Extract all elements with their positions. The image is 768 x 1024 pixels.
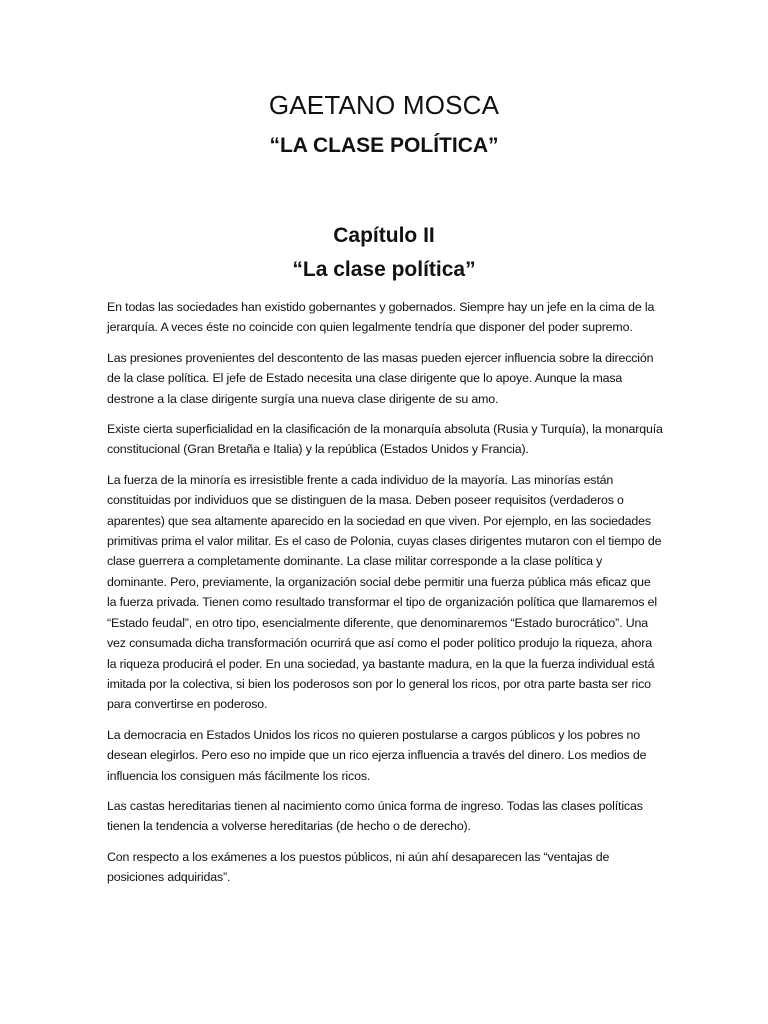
paragraph: En todas las sociedades han existido gobernantes y gobernados. Siempre hay un jefe en la cima de la jerarquía. A veces éste no coincide con quien legalmente tendría que disponer del poder supremo. [107, 300, 655, 335]
paragraph: La democracia en Estados Unidos los ricos no quieren postularse a cargos públicos y los pobres no desean elegirlos. Pero eso no impide que un rico ejerza influencia a través del dinero. Los medios de influencia los consiguen más fácilmente los ricos. [107, 727, 647, 783]
paragraph: Existe cierta superficialidad en la clasificación de la monarquía absoluta (Rusia y Turquía), la monarquía constitucional (Gran Bretaña e Italia) y la república (Estados Unidos y Francia). [107, 422, 663, 457]
paragraph: La fuerza de la minoría es irresistible frente a cada individuo de la mayoría. Las minorías están constituidas por individuos que se distinguen de la masa. Deben poseer requisitos (verdaderos o aparentes) que sea altamente aparecido en la sociedad en que viven. Por ejemplo, en las sociedades primitivas prima el valor militar. Es el caso de Polonia, cuyas clases dirigentes mutaron con el tiempo de clase guerrera a completamente dominante. La clase militar corresponde a la clase política y dominante. Pero, previamente, la organización social debe permitir una fuerza pública más eficaz que la fuerza privada. Tienen como resultado transformar el tipo de organización política que llamaremos el “Estado feudal”, en otro tipo, esencialmente diferente, que denominaremos “Estado burocrático”. Una vez consumada dicha transformación ocurrirá que así como el poder político produjo la riqueza, ahora la riqueza producirá el poder. En una sociedad, ya bastante madura, en la que la fuerza individual está imitada por la colectiva, si bien los poderosos son por lo general los ricos, por otra parte basta ser rico para convertirse en poderoso. [107, 472, 662, 712]
author-heading: GAETANO MOSCA [268, 90, 500, 120]
body-text [107, 297, 663, 898]
paragraph: Las castas hereditarias tienen al nacimiento como única forma de ingreso. Todas las clases políticas tienen la tendencia a volverse hereditarias (de hecho o de derecho). [107, 798, 643, 834]
paragraph: Con respecto a los exámenes a los puestos públicos, ni aún ahí desaparecen las “ventajas de posiciones adquiridas”. [107, 849, 610, 885]
book-title: “LA CLASE POLÍTICA” [269, 134, 499, 157]
paragraph: Las presiones provenientes del descontento de las masas pueden ejercer influencia sobre la dirección de la clase política. El jefe de Estado necesita una clase dirigente que lo apoye. Aunque la masa destrone a la clase dirigente surgía una nueva clase dirigente de su amo. [107, 350, 654, 406]
chapter-title: “La clase política” [292, 258, 476, 281]
chapter-heading: Capítulo II [333, 224, 435, 247]
